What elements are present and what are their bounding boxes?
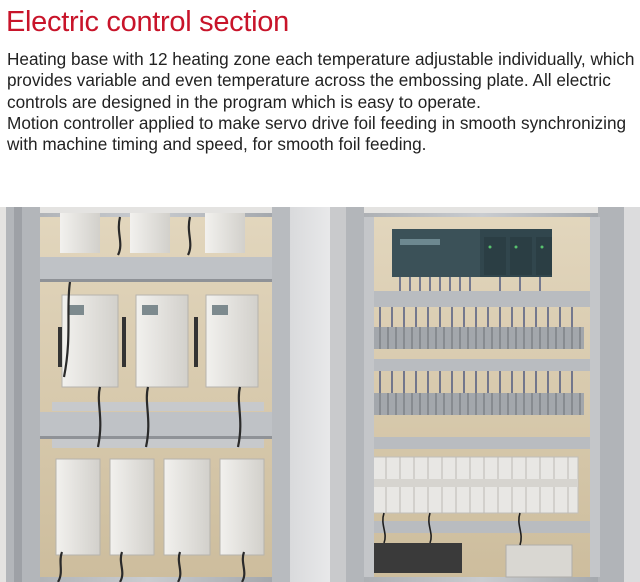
section-title: Electric control section bbox=[6, 6, 289, 38]
terminal-block-row-2 bbox=[368, 393, 584, 415]
description bbox=[7, 49, 635, 155]
description-paragraph-heating: Heating base with 12 heating zone each temperature adjustable individually, which provides variable and even temperature across the embossing plate. All electric controls are designed in the program which is easy to operate. bbox=[7, 49, 635, 112]
plc-module bbox=[392, 229, 552, 277]
circuit-breaker-row bbox=[372, 457, 578, 513]
electric-cabinet-photo bbox=[0, 207, 640, 582]
left-cabinet bbox=[6, 207, 290, 582]
description-paragraph-motion: Motion controller applied to make servo drive foil feeding in smooth synchronizing with machine timing and speed, for smooth foil feeding. bbox=[7, 112, 627, 155]
cabinet-illustration bbox=[0, 207, 640, 582]
right-cabinet bbox=[346, 207, 640, 582]
terminal-block-row-1 bbox=[368, 327, 584, 349]
servo-drive-row-upper bbox=[62, 295, 258, 387]
